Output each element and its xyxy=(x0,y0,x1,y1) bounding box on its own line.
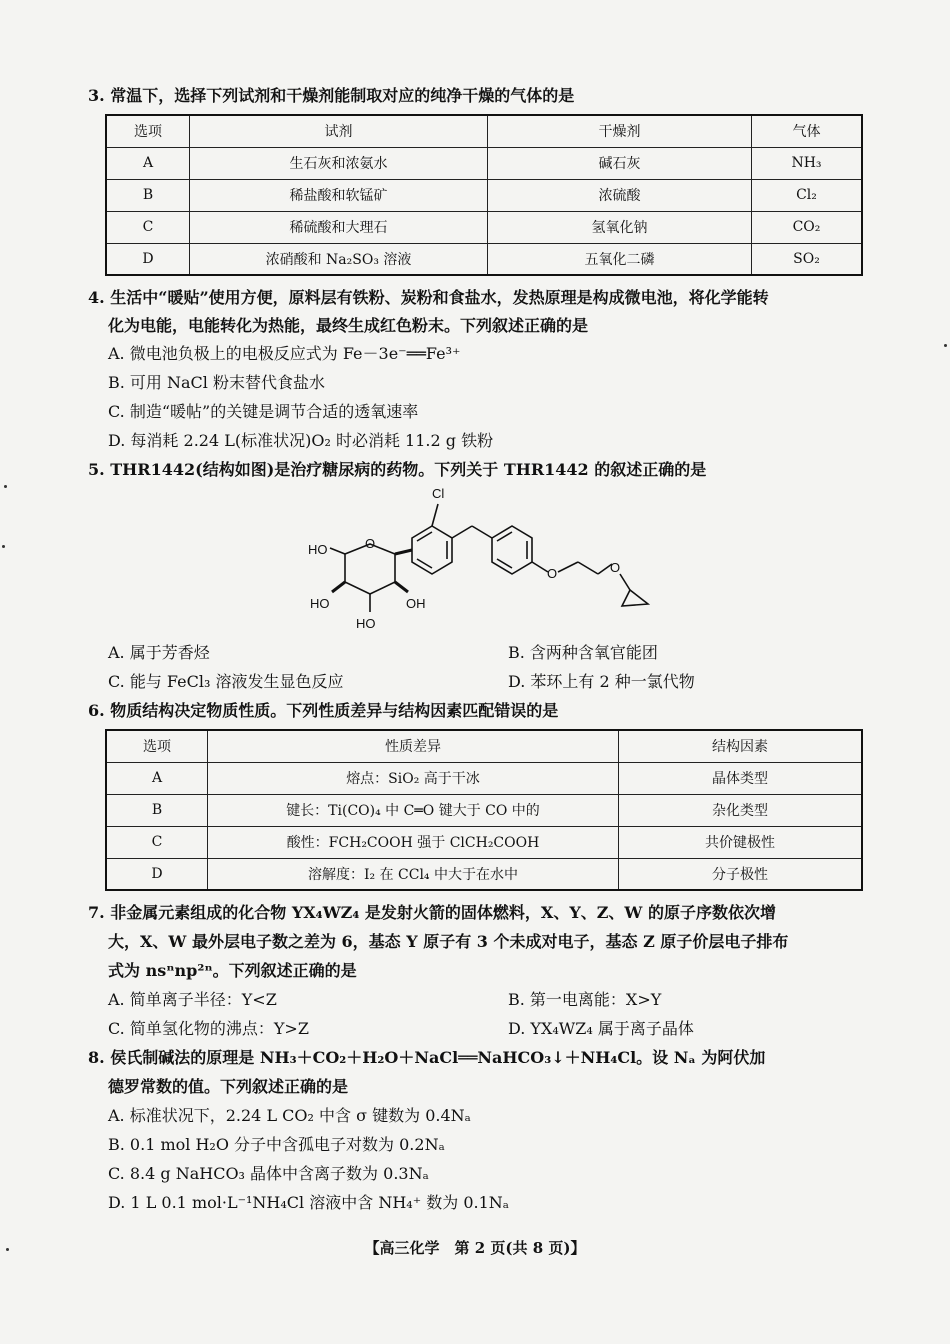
table-row xyxy=(106,243,862,275)
cell: B xyxy=(106,794,208,826)
atom-ho-3: HO xyxy=(356,616,376,631)
table-row xyxy=(106,147,862,179)
scan-speck xyxy=(944,344,947,347)
cell: C xyxy=(106,211,190,243)
q5-stem: 5. THR1442(结构如图)是治疗糖尿病的药物。下列关于 THR1442 的叙述正确的是 xyxy=(88,460,707,479)
page-footer: 【高三化学 第 2 页(共 8 页)】 xyxy=(364,1239,586,1257)
q7-stem-line2: 大，X、W 最外层电子数之差为 6，基态 Y 原子有 3 个未成对电子，基态 Z 原子价层电子排布 xyxy=(108,932,789,951)
cell: 共价键极性 xyxy=(619,826,863,858)
cell: 溶解度：I₂ 在 CCl₄ 中大于在水中 xyxy=(208,858,619,890)
q8-option-a: A. 标准状况下，2.24 L CO₂ 中含 σ 键数为 0.4Nₐ xyxy=(108,1106,471,1125)
q4-option-b: B. 可用 NaCl 粉末替代食盐水 xyxy=(108,373,326,392)
cell: 熔点：SiO₂ 高于干冰 xyxy=(208,762,619,794)
q5-option-c: C. 能与 FeCl₃ 溶液发生显色反应 xyxy=(108,672,344,691)
cell: A xyxy=(106,147,190,179)
atom-ring-o: O xyxy=(365,536,376,551)
cell: 酸性：FCH₂COOH 强于 ClCH₂COOH xyxy=(208,826,619,858)
table-header-row xyxy=(106,115,862,147)
cell: 浓硝酸和 Na₂SO₃ 溶液 xyxy=(190,243,488,275)
cell: 分子极性 xyxy=(619,858,863,890)
table-row xyxy=(106,179,862,211)
cell: 浓硫酸 xyxy=(488,179,752,211)
q7-option-a: A. 简单离子半径：Y<Z xyxy=(108,990,277,1009)
q5-option-a: A. 属于芳香烃 xyxy=(108,643,210,662)
atom-ether-o1: O xyxy=(547,566,558,581)
cell: SO₂ xyxy=(752,243,863,275)
scan-speck xyxy=(4,485,7,488)
cell: D xyxy=(106,243,190,275)
cell: 生石灰和浓氨水 xyxy=(190,147,488,179)
cell: 碱石灰 xyxy=(488,147,752,179)
q3-stem: 3. 常温下，选择下列试剂和干燥剂能制取对应的纯净干燥的气体的是 xyxy=(88,86,575,105)
table-header-row xyxy=(106,730,862,762)
q6-header-option: 选项 xyxy=(106,730,208,762)
q4-stem-line2: 化为电能，电能转化为热能，最终生成红色粉末。下列叙述正确的是 xyxy=(108,316,589,335)
table-row xyxy=(106,826,862,858)
scan-speck xyxy=(2,545,5,548)
q3-header-desiccant: 干燥剂 xyxy=(488,115,752,147)
table-row xyxy=(106,211,862,243)
cell: 稀硫酸和大理石 xyxy=(190,211,488,243)
q3-table xyxy=(105,114,863,276)
q4-option-c: C. 制造“暖帖”的关键是调节合适的透氧速率 xyxy=(108,402,419,421)
cell: D xyxy=(106,858,208,890)
atom-cl: Cl xyxy=(432,486,445,501)
cell: 杂化类型 xyxy=(619,794,863,826)
cell: B xyxy=(106,179,190,211)
atom-ho-2: HO xyxy=(310,596,330,611)
q3-header-reagent: 试剂 xyxy=(190,115,488,147)
q5-option-d: D. 苯环上有 2 种一氯代物 xyxy=(508,672,695,691)
q7-option-b: B. 第一电离能：X>Y xyxy=(508,990,662,1009)
q8-option-b: B. 0.1 mol H₂O 分子中含孤电子对数为 0.2Nₐ xyxy=(108,1135,445,1154)
thr1442-structure xyxy=(300,482,670,637)
atom-oh: OH xyxy=(406,596,426,611)
cell: 稀盐酸和软锰矿 xyxy=(190,179,488,211)
q6-stem: 6. 物质结构决定物质性质。下列性质差异与结构因素匹配错误的是 xyxy=(88,701,559,720)
cell: 氢氧化钠 xyxy=(488,211,752,243)
q8-option-d: D. 1 L 0.1 mol·L⁻¹NH₄Cl 溶液中含 NH₄⁺ 数为 0.1Nₐ xyxy=(108,1193,509,1212)
atom-ether-o2: O xyxy=(610,560,621,575)
cell: 晶体类型 xyxy=(619,762,863,794)
q3-header-option: 选项 xyxy=(106,115,190,147)
q7-stem-line3: 式为 nsⁿnp²ⁿ。下列叙述正确的是 xyxy=(108,961,357,980)
q4-option-d: D. 每消耗 2.24 L(标准状况)O₂ 时必消耗 11.2 g 铁粉 xyxy=(108,431,494,450)
q6-table xyxy=(105,729,863,891)
cell: C xyxy=(106,826,208,858)
q8-stem-line2: 德罗常数的值。下列叙述正确的是 xyxy=(108,1077,349,1096)
q8-stem-line1: 8. 侯氏制碱法的原理是 NH₃＋CO₂＋H₂O＋NaCl══NaHCO₃↓＋NH₄Cl。设 Nₐ 为阿伏加 xyxy=(88,1048,766,1067)
q5-option-b: B. 含两种含氧官能团 xyxy=(508,643,658,662)
atom-ho-1: HO xyxy=(308,542,328,557)
table-row xyxy=(106,858,862,890)
q7-option-c: C. 简单氢化物的沸点：Y>Z xyxy=(108,1019,309,1038)
table-row xyxy=(106,762,862,794)
q4-option-a: A. 微电池负极上的电极反应式为 Fe－3e⁻══Fe³⁺ xyxy=(108,344,461,363)
q6-header-factor: 结构因素 xyxy=(619,730,863,762)
scan-speck xyxy=(6,1248,9,1251)
cell: 键长：Ti(CO)₄ 中 C═O 键大于 CO 中的 xyxy=(208,794,619,826)
cell: NH₃ xyxy=(752,147,863,179)
q7-stem-line1: 7. 非金属元素组成的化合物 YX₄WZ₄ 是发射火箭的固体燃料，X、Y、Z、W 的原子序数依次增 xyxy=(88,903,776,922)
q3-header-gas: 气体 xyxy=(752,115,863,147)
q6-header-property: 性质差异 xyxy=(208,730,619,762)
q4-stem-line1: 4. 生活中“暖贴”使用方便，原料层有铁粉、炭粉和食盐水，发热原理是构成微电池，将化学能转 xyxy=(88,288,769,307)
q7-option-d: D. YX₄WZ₄ 属于离子晶体 xyxy=(508,1019,694,1038)
q8-option-c: C. 8.4 g NaHCO₃ 晶体中含离子数为 0.3Nₐ xyxy=(108,1164,429,1183)
cell: Cl₂ xyxy=(752,179,863,211)
table-row xyxy=(106,794,862,826)
cell: A xyxy=(106,762,208,794)
cell: 五氧化二磷 xyxy=(488,243,752,275)
cell: CO₂ xyxy=(752,211,863,243)
